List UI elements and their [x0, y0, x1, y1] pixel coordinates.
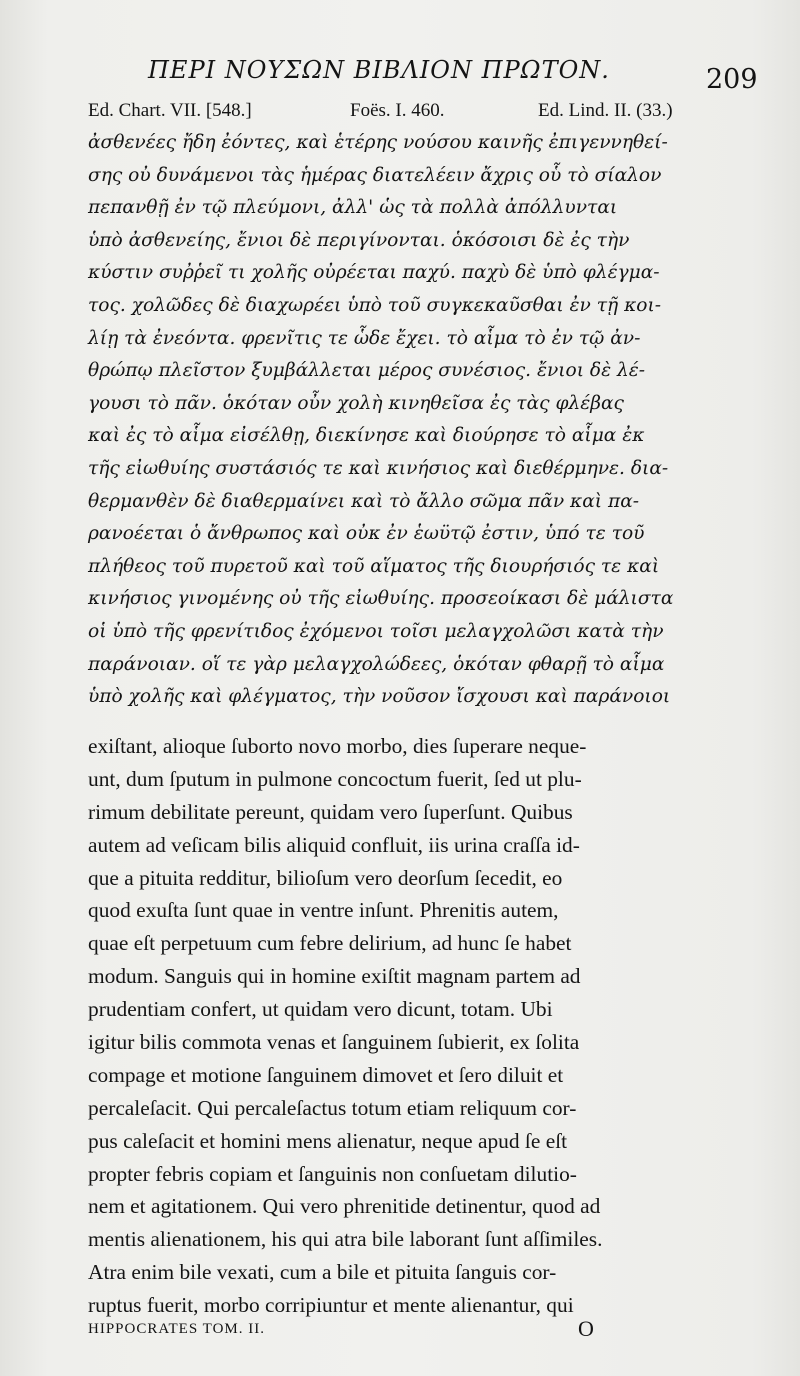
- greek-line: κινήσιος γινομένης οὐ τῆς εἰωθυίης. προσεοίκασι δὲ μάλιστα: [88, 588, 674, 610]
- greek-line: κύστιν συῤῥεῖ τι χολῆς οὐρέεται παχύ. παχὺ δὲ ὑπὸ φλέγμα-: [88, 262, 660, 284]
- latin-text-block: [88, 730, 764, 1322]
- latin-line: que a pituita redditur, bilioſum vero deorſum ſecedit, eo: [88, 865, 563, 890]
- latin-line: compage et motione ſanguinem dimovet et ſero diluit et: [88, 1062, 564, 1087]
- edition-foes-ref: Foës. I. 460.: [350, 100, 445, 121]
- greek-line: οἱ ὑπὸ τῆς φρενίτιδος ἐχόμενοι τοῖσι μελαγχολῶσι κατὰ τὴν: [88, 620, 664, 642]
- greek-line: ἀσθενέες ἤδη ἐόντες, καὶ ἑτέρης νούσου καινῆς ἐπιγεννηθεί-: [88, 132, 668, 153]
- latin-line: quae eſt perpetuum cum febre delirium, ad hunc ſe habet: [88, 931, 572, 956]
- greek-line: λίῃ τὰ ἐνεόντα. φρενῖτις τε ὧδε ἔχει. τὸ αἷμα τὸ ἐν τῷ ἀν-: [88, 327, 641, 349]
- latin-line: prudentiam confert, ut quidam vero dicunt, totam. Ubi: [88, 997, 553, 1022]
- latin-line: ruptus fuerit, morbo corripiuntur et mente alienantur, qui: [88, 1293, 574, 1318]
- latin-line: Atra enim bile vexati, cum a bile et pituita ſanguis cor-: [88, 1260, 557, 1285]
- greek-line: θρώπῳ πλεῖστον ξυμβάλλεται μέρος συνέσιος. ἔνιοι δὲ λέ-: [88, 360, 646, 382]
- latin-line: igitur bilis commota venas et ſanguinem ſubierit, ex ſolita: [88, 1030, 580, 1055]
- greek-line: τῆς εἰωθυίης συστάσιός τε καὶ κινήσιος καὶ διεθέρμηνε. δια-: [88, 457, 669, 479]
- greek-line: πλήθεος τοῦ πυρετοῦ καὶ τοῦ αἵματος τῆς διουρήσιός τε καὶ: [88, 555, 660, 577]
- greek-line: σης οὐ δυνάμενοι τὰς ἡμέρας διατελέειν ἄχρις οὗ τὸ σίαλον: [88, 164, 662, 186]
- edition-chart-ref: Ed. Chart. VII. [548.]: [88, 100, 252, 121]
- footer-signature: HIPPOCRATES TOM. II.: [88, 1321, 265, 1337]
- greek-line: ρανοέεται ὁ ἄνθρωπος καὶ οὐκ ἐν ἑωϋτῷ ἐστιν, ὑπό τε τοῦ: [88, 523, 645, 545]
- greek-line: ὑπὸ χολῆς καὶ φλέγματος, τὴν νοῦσον ἴσχουσι καὶ παράνοιοι: [88, 686, 671, 708]
- latin-line: modum. Sanguis qui in homine exiſtit magnam partem ad: [88, 964, 581, 989]
- latin-line: autem ad veſicam bilis aliquid confluit, iis urina craſſa id-: [88, 832, 580, 857]
- greek-line: γουσι τὸ πᾶν. ὁκόταν οὖν χολὴ κινηθεῖσα ἐς τὰς φλέβας: [88, 392, 624, 414]
- latin-line: unt, dum ſputum in pulmone concoctum fuerit, ſed ut plu-: [88, 766, 582, 791]
- greek-line: ὑπὸ ἀσθενείης, ἔνιοι δὲ περιγίνονται. ὁκόσοισι δὲ ἐς τὴν: [88, 229, 630, 251]
- greek-line: πεπανθῇ ἐν τῷ πλεύμονι, ἀλλ' ὡς τὰ πολλὰ ἀπόλλυνται: [88, 197, 618, 219]
- greek-line: παράνοιαν. οἵ τε γὰρ μελαγχολώδεες, ὁκόταν φθαρῇ τὸ αἷμα: [88, 653, 665, 675]
- running-head: ΠΕΡΙ ΝΟΥΣΩΝ ΒΙΒΛΙΟΝ ΠΡΩΤΟΝ.: [148, 56, 610, 84]
- footer-gathering-mark: O: [578, 1316, 594, 1341]
- latin-line: nem et agitationem. Qui vero phrenitide detinentur, quod ad: [88, 1194, 601, 1219]
- latin-line: propter febris copiam et ſanguinis non conſuetam dilutio-: [88, 1161, 577, 1186]
- greek-text-block: [88, 127, 764, 714]
- edition-lind-ref: Ed. Lind. II. (33.): [538, 100, 673, 121]
- greek-line: τος. χολῶδες δὲ διαχωρέει ὑπὸ τοῦ συγκεκαῦσθαι ἐν τῇ κοι-: [88, 294, 662, 316]
- latin-line: rimum debilitate pereunt, quidam vero ſuperſunt. Quibus: [88, 799, 573, 824]
- latin-line: exiſtant, alioque ſuborto novo morbo, dies ſuperare neque-: [88, 734, 587, 758]
- latin-line: mentis alienationem, his qui atra bile laborant ſunt aſſimiles.: [88, 1227, 603, 1252]
- greek-line: καὶ ἐς τὸ αἷμα εἰσέλθῃ, διεκίνησε καὶ διούρησε τὸ αἷμα ἐκ: [88, 425, 645, 447]
- greek-line: θερμανθὲν δὲ διαθερμαίνει καὶ τὸ ἄλλο σῶμα πᾶν καὶ πα-: [88, 490, 640, 512]
- latin-line: pus caleſacit et homini mens alienatur, neque apud ſe eſt: [88, 1128, 568, 1153]
- page-number: 209: [706, 64, 758, 95]
- latin-line: percaleſacit. Qui percaleſactus totum etiam reliquum cor-: [88, 1095, 577, 1120]
- latin-line: quod exuſta ſunt quae in ventre inſunt. Phrenitis autem,: [88, 898, 559, 923]
